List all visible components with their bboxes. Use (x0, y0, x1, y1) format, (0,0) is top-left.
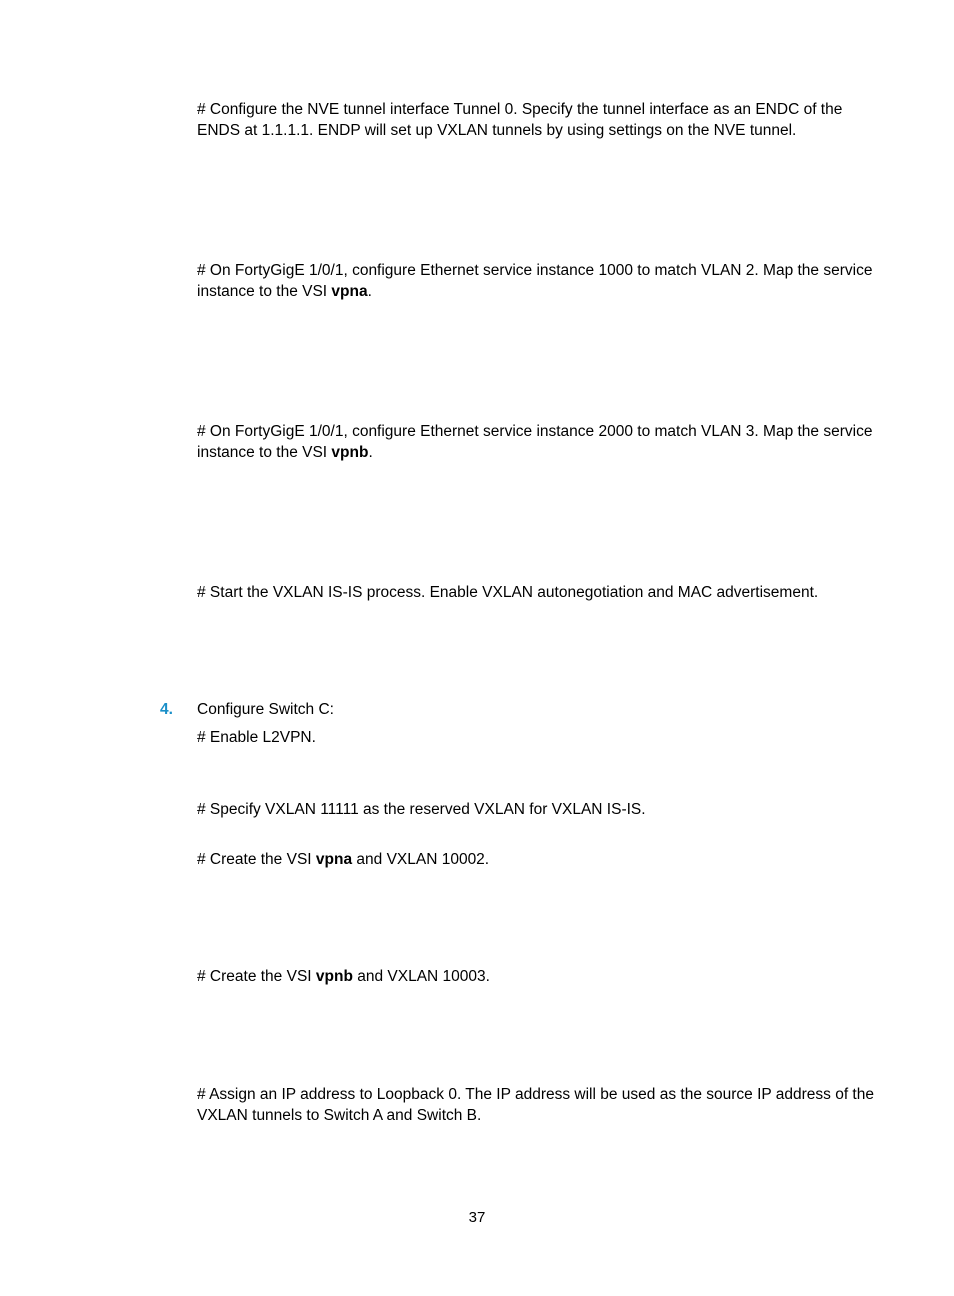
page-number: 37 (468, 1209, 486, 1226)
vsi-name-vpnb: vpnb (331, 444, 369, 461)
vsi-name-vpna: vpna (315, 851, 353, 868)
paragraph-text-end: and VXLAN 10002. (352, 851, 490, 868)
paragraph-create-vsi-vpna (197, 849, 877, 870)
paragraph-assign-ip-loopback: # Assign an IP address to Loopback 0. The IP address will be used as the source IP address of the VXLAN tunnels to Switch A and Switch B. (197, 1086, 874, 1124)
paragraph-text: # Create the VSI (197, 851, 316, 868)
paragraph-enable-l2vpn: # Enable L2VPN. (197, 729, 316, 746)
paragraph-text-end: . (367, 283, 372, 300)
vsi-name-vpnb: vpnb (315, 968, 353, 985)
paragraph-reserved-vxlan: # Specify VXLAN 11111 as the reserved VXLAN for VXLAN IS-IS. (197, 801, 646, 818)
paragraph-text-end: . (368, 444, 373, 461)
paragraph-text-end: and VXLAN 10003. (352, 968, 490, 985)
paragraph-configure-nve-tunnel: # Configure the NVE tunnel interface Tunnel 0. Specify the tunnel interface as an ENDC of the ENDS at 1.1.1.1. ENDP will set up VXLAN tunnels by using settings on the NVE tunnel. (197, 101, 843, 139)
paragraph-service-instance-2000 (197, 421, 877, 463)
step-number: 4. (160, 701, 173, 718)
vsi-name-vpna: vpna (331, 283, 368, 300)
paragraph-service-instance-1000 (197, 260, 877, 302)
paragraph-create-vsi-vpnb (197, 966, 877, 987)
paragraph-start-vxlan-isis: # Start the VXLAN IS-IS process. Enable VXLAN autonegotiation and MAC advertisement. (197, 584, 819, 601)
step-title: Configure Switch C: (197, 701, 334, 718)
paragraph-text: # Create the VSI (197, 968, 316, 985)
paragraph-text: # On FortyGigE 1/0/1, configure Ethernet service instance 2000 to match VLAN 3. Map the service instance to the VSI (197, 423, 873, 461)
paragraph-text: # On FortyGigE 1/0/1, configure Ethernet service instance 1000 to match VLAN 2. Map the service instance to the VSI (197, 262, 873, 300)
